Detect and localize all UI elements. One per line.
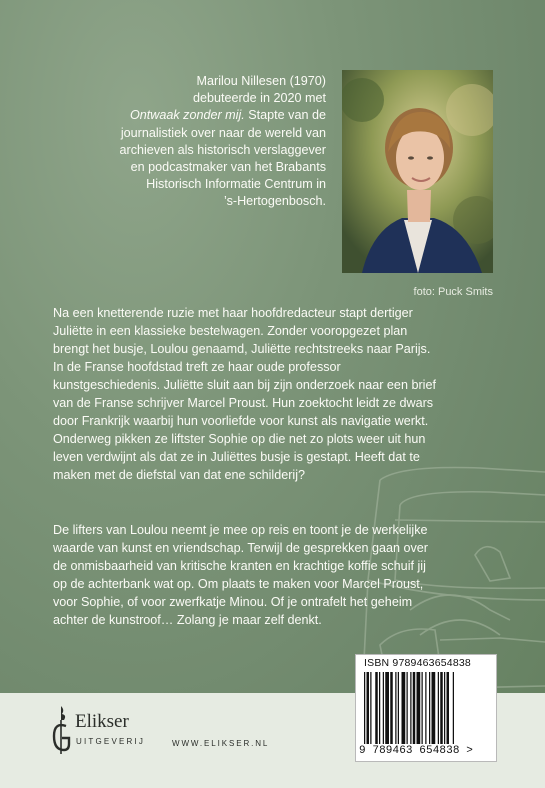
barcode-bar bbox=[407, 672, 408, 744]
barcode-bar bbox=[413, 672, 416, 744]
author-bio-line: debuteerde in 2020 met bbox=[192, 91, 326, 106]
barcode-bar bbox=[432, 672, 436, 744]
barcode-bar bbox=[402, 672, 406, 744]
barcode-bar bbox=[390, 672, 393, 744]
blurb-line: Juliëtte in een klassieke bestelwagen. Zonder vooropgezet plan bbox=[53, 324, 408, 338]
barcode-bar bbox=[438, 672, 439, 744]
author-bio-line bbox=[60, 107, 326, 124]
blurb-paragraph-2 bbox=[53, 521, 429, 629]
blurb-line: door Frankrijk waarbij hun voorliefde voor kunst als navigatie werkt. bbox=[53, 414, 429, 428]
barcode-bar bbox=[367, 672, 370, 744]
author-portrait-image bbox=[342, 70, 493, 273]
barcode-bar bbox=[383, 672, 384, 744]
blurb-line: op de achterbank wat op. Om plaats te maken voor Marcel Proust, bbox=[53, 577, 424, 591]
barcode-bar bbox=[417, 672, 421, 744]
barcode-bar bbox=[385, 672, 389, 744]
barcode-bar bbox=[364, 672, 365, 744]
publisher-name: Elikser bbox=[75, 711, 129, 732]
barcode-bar bbox=[370, 672, 371, 744]
blurb-line: brengt het busje, Loulou genaamd, Juliëtte rechtstreeks naar Parijs. bbox=[53, 342, 431, 356]
author-bio-line: en podcastmaker van het Brabants bbox=[130, 160, 326, 175]
blurb-line: maken met de diefstal van dat ene schilderij? bbox=[53, 468, 306, 482]
barcode-bar bbox=[379, 672, 380, 744]
barcode-bar bbox=[453, 672, 454, 744]
publisher-website[interactable]: WWW.ELIKSER.NL bbox=[172, 739, 270, 748]
barcode-bar bbox=[422, 672, 423, 744]
author-bio bbox=[60, 73, 326, 211]
blurb-line: voor Sophie, of voor zwerfkatje Minou. Of je ontrafelt het geheim bbox=[53, 595, 413, 609]
barcode-bar bbox=[444, 672, 445, 744]
author-bio-line: Marilou Nillesen (1970) bbox=[196, 74, 326, 88]
blurb-line: Na een knetterende ruzie met haar hoofdredacteur stapt dertiger bbox=[53, 306, 413, 320]
barcode-bar bbox=[429, 672, 430, 744]
barcode-bar bbox=[447, 672, 450, 744]
blurb-line: achter de kunstroof… Zolang je maar zelf denkt. bbox=[53, 613, 322, 627]
author-bio-line: journalistiek over naar de wereld van bbox=[120, 125, 326, 140]
blurb-line: In de Franse hoofdstad treft ze haar oude professor bbox=[53, 360, 341, 374]
blurb-line: De lifters van Loulou neemt je mee op reis en toont je de werkelijke bbox=[53, 523, 428, 537]
barcode-bar bbox=[410, 672, 411, 744]
isbn-label: ISBN 9789463654838 bbox=[364, 657, 471, 669]
blurb-line: waarde van kunst en vriendschap. Terwijl de gesprekken gaan over bbox=[53, 541, 429, 555]
publisher-logo-icon bbox=[50, 704, 72, 756]
author-bio-line: archieven als historisch verslaggever bbox=[119, 142, 326, 157]
barcode-bar bbox=[440, 672, 443, 744]
publisher-subtitle: UITGEVERIJ bbox=[76, 737, 146, 746]
author-bio-line-rest: Stapte van de bbox=[244, 108, 326, 123]
barcode-bar bbox=[398, 672, 399, 744]
blurb-paragraph-1 bbox=[53, 304, 515, 484]
barcode-bar bbox=[425, 672, 426, 744]
barcode-bar bbox=[375, 672, 378, 744]
blurb-line: de onmisbaarheid van kritische kranten en krachtige koffie schuif jij bbox=[53, 559, 426, 573]
author-bio-line: Historisch Informatie Centrum in bbox=[146, 177, 326, 192]
barcode-icon bbox=[364, 672, 487, 744]
author-bio-line: ’s-Hertogenbosch. bbox=[224, 194, 326, 209]
blurb-line: van de Franse schrijver Marcel Proust. Hun zoektocht leidt ze dwars bbox=[53, 396, 434, 410]
barcode-digits: 9 789463 654838 > bbox=[359, 745, 473, 757]
barcode-bar bbox=[395, 672, 396, 744]
blurb-line: Onderweg pikken ze liftster Sophie op die net zo plots weer uit hun bbox=[53, 432, 426, 446]
author-photo bbox=[342, 70, 493, 273]
book-title: Ontwaak zonder mij. bbox=[129, 108, 245, 123]
blurb-line: leven verdwijnt als dat ze in Juliëttes busje is gestapt. Heeft dat te bbox=[53, 450, 420, 464]
photo-credit: foto: Puck Smits bbox=[413, 286, 493, 298]
blurb-line: kunstgeschiedenis. Juliëtte sluit aan bij zijn onderzoek naar een brief bbox=[53, 378, 436, 392]
